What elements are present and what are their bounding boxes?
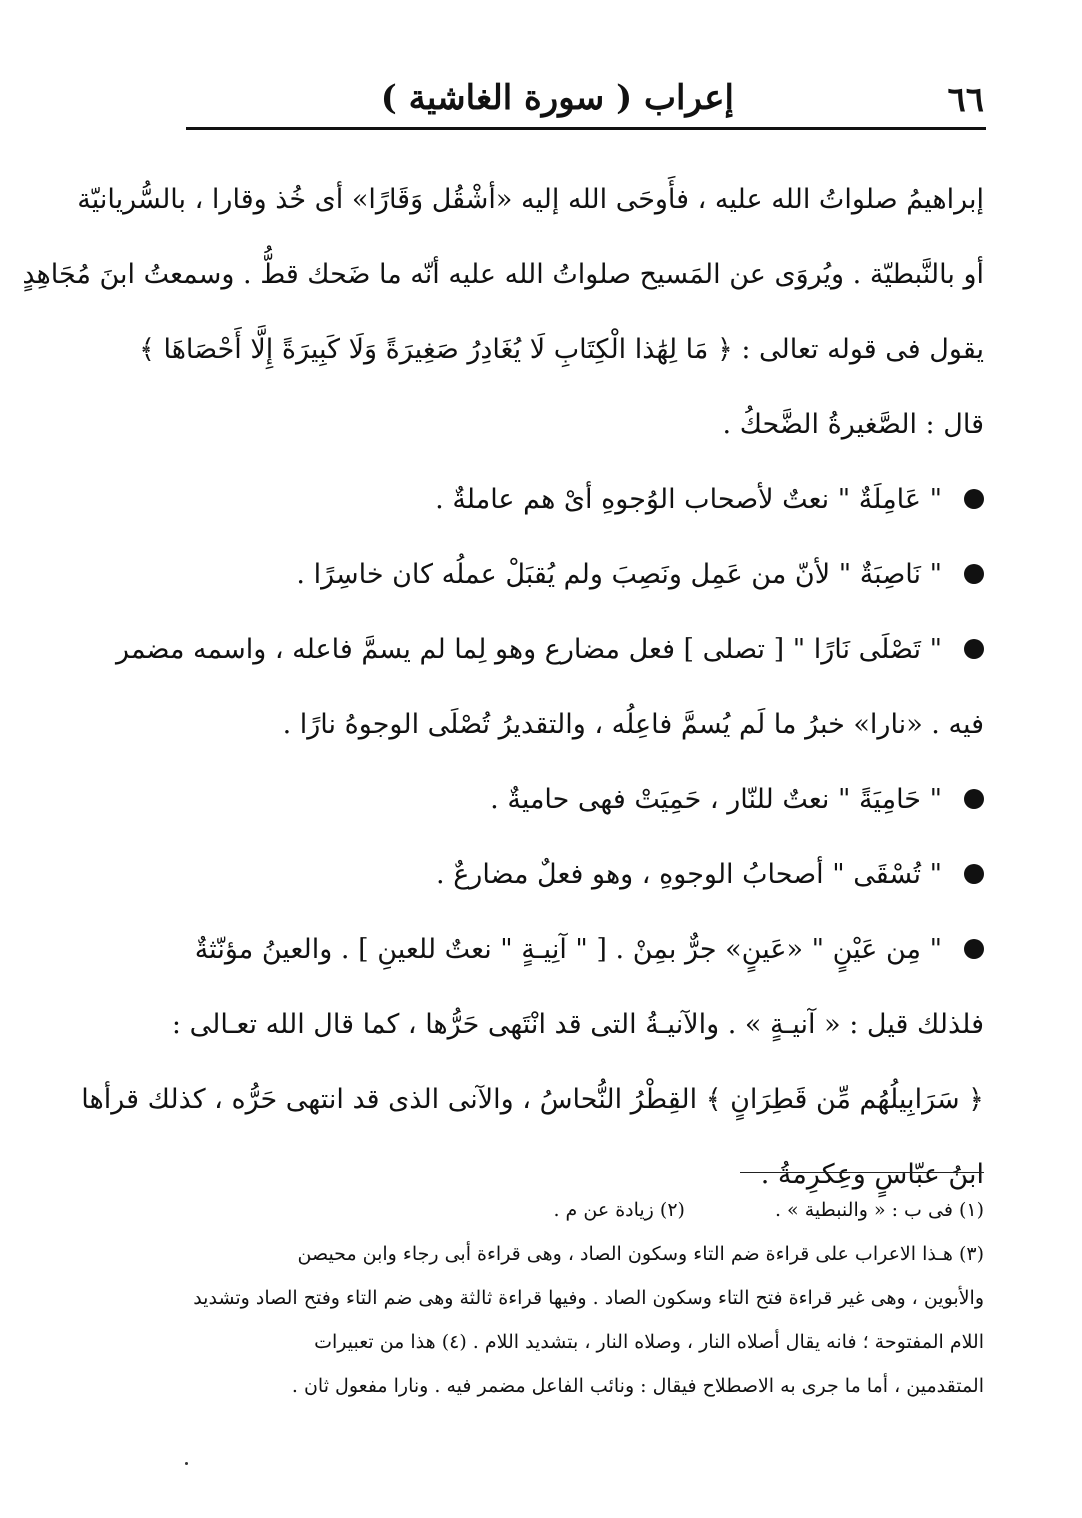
bullet-entry-amila xyxy=(236,462,984,537)
footnote-line: اللام المفتوحة ؛ فانه يقال أصلاه النار ، وصلاه النار ، بتشديد اللام . (٤) هذا من تعبيرات xyxy=(314,1331,984,1353)
bullet-entry-hamiya xyxy=(236,762,984,837)
footnote-line: المتقدمين ، أما ما جرى به الاصطلاح فيقال : ونائب الفاعل مضمر فيه . ونارا مفعول ثان . xyxy=(291,1375,984,1397)
text-line: قال : الصَّغيرةُ الضَّحكُ . xyxy=(722,409,984,440)
bullet-icon xyxy=(964,864,984,884)
running-title: إعراب ( سورة الغاشية ) xyxy=(380,78,734,118)
footnote-line: والأبوين ، وهى غير قراءة فتح التاء وسكون الصاد . وفيها قراءة ثالثة وهى ضم التاء وفتح الصاد وتشديد xyxy=(193,1287,984,1309)
bullet-text: " نَاصِبَةٌ " لأنّ من عَمِل ونَصِبَ ولم يُقبَلْ عملُه كان خاسِرًا . xyxy=(296,559,942,590)
bullet-icon xyxy=(964,639,984,659)
footnote-1: (١) فى ب : « والنبطية » . xyxy=(774,1199,984,1221)
main-text xyxy=(22,162,984,1212)
footnote-rule xyxy=(740,1172,984,1173)
header-rule xyxy=(186,127,986,130)
bullet-icon xyxy=(964,564,984,584)
footnote-line: (٣) هـذا الاعراب على قراءة ضم التاء وسكون الصاد ، وهى قراءة أبى رجاء وابن محيصن xyxy=(297,1243,984,1265)
bullet-icon xyxy=(964,489,984,509)
bullet-text: " تُسْقَى " أصحابُ الوجوهِ ، وهو فعلٌ مضارعٌ . xyxy=(436,859,942,890)
bullet-entry-tasla xyxy=(116,612,984,687)
text-line: فلذلك قيل : « آنيـةٍ » . والآنيـةُ التى قد انْتَهى حَرُّها ، كما قال الله تعـالى : xyxy=(171,1009,984,1040)
text-line: يقول فى قوله تعالى : ﴿ مَا لِهَٰذا الْكِتَابِ لَا يُغَادِرُ صَغِيرَةً وَلَا كَبِيرَةً إِلَّا أَحْصَاهَا ﴾ xyxy=(139,334,984,365)
bullet-text: " مِن عَيْنٍ " «عَينٍ» جرٌّ بمِنْ . [ " آنِيـةٍ " نعتٌ للعينِ ] . والعينُ مؤنّثةٌ xyxy=(194,934,942,965)
speck-mark xyxy=(185,1462,188,1465)
text-line: إبراهيمُ صلواتُ الله عليه ، فأَوحَى الله إليه «أشْقُل وَقَارًا» أى خُذ وقارا ، بالسُّريانيّة xyxy=(77,184,984,215)
text-line: ﴿ سَرَابِيلُهُم مِّن قَطِرَانٍ ﴾ القِطْرُ النُّحاسُ ، والآنى الذى قد انتهى حَرُّه ، كذلك قرأها xyxy=(81,1084,984,1115)
bullet-entry-tusqa xyxy=(236,837,984,912)
footnote-2: (٢) زيادة عن م . xyxy=(553,1199,685,1221)
text-line: أو بالنَّبطيّة . ويُروَى عن المَسيح صلواتُ الله عليه أنّه ما ضَحك قطُّ . وسمعتُ ابنَ مُجَاهِدٍ xyxy=(22,259,984,290)
bullet-icon xyxy=(964,789,984,809)
text-line: فيه . «نارا» خبرُ ما لَم يُسمَّ فاعِلُه ، والتقديرُ تُصْلَى الوجوهُ نارًا . xyxy=(282,709,984,740)
bullet-text: " حَامِيَةً " نعتٌ للنّار ، حَمِيَتْ فهى حاميةٌ . xyxy=(490,784,942,815)
bullet-entry-nasiba xyxy=(236,537,984,612)
bullet-text: " تَصْلَى نَارًا " [ تصلى ] فعل مضارع وهو لِما لم يسمَّ فاعله ، واسمه مضمر xyxy=(116,634,942,665)
text-line: ابنُ عبّاسٍ وعِكرِمةُ . xyxy=(760,1159,984,1190)
page-header xyxy=(188,78,984,126)
bullet-entry-min-ayn xyxy=(194,912,984,987)
page-number: ٦٦ xyxy=(947,80,984,120)
footnote-line xyxy=(236,1188,984,1232)
bullet-icon xyxy=(964,939,984,959)
footnotes xyxy=(193,1188,984,1408)
bullet-text: " عَامِلَةٌ " نعتٌ لأصحاب الوُجوهِ أىْ هم عاملةٌ . xyxy=(435,484,942,515)
